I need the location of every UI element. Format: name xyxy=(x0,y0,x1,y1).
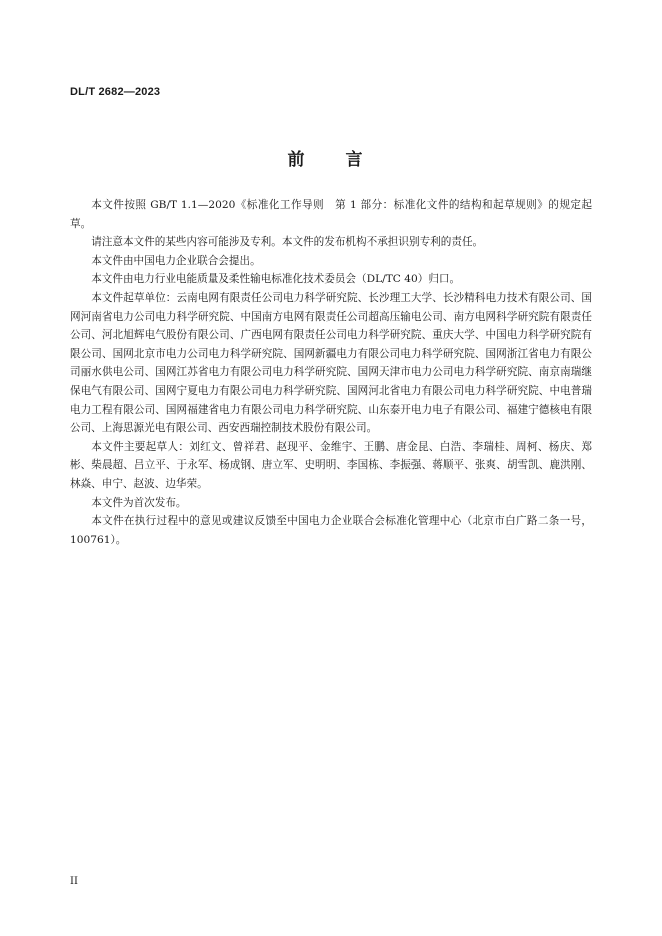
page-title: 前 言 xyxy=(287,150,375,170)
foreword-body xyxy=(70,196,592,549)
paragraph-first-release: 本文件为首次发布。 xyxy=(91,496,187,509)
paragraph-technical-committee: 本文件由电力行业电能质量及柔性输电标准化技术委员会（DL/TC 40）归口。 xyxy=(91,273,461,286)
document-code: DL/T 2682—2023 xyxy=(70,86,161,98)
paragraph-main-drafters: 本文件主要起草人：刘红文、曾祥君、赵现平、金维宇、王鹏、唐金昆、白浩、李瑞桂、周柯、杨庆、郑彬、柴晨超、吕立平、于永军、杨成钢、唐立军、史明明、李国栋、李振强、蒋顺平、张爽、胡雪凯、鹿洪刚、林焱、申宁、赵波、边华荣。 xyxy=(70,440,592,490)
paragraph-patent-notice: 请注意本文件的某些内容可能涉及专利。本文件的发布机构不承担识别专利的责任。 xyxy=(91,236,484,249)
paragraph-feedback: 本文件在执行过程中的意见或建议反馈至中国电力企业联合会标准化管理中心（北京市白广路二条一号，100761）。 xyxy=(70,515,592,546)
paragraph-proposer: 本文件由中国电力企业联合会提出。 xyxy=(91,254,261,267)
page-number: II xyxy=(70,876,78,887)
paragraph-drafting-organizations: 本文件起草单位：云南电网有限责任公司电力科学研究院、长沙理工大学、长沙精科电力技术有限公司、国网河南省电力公司电力科学研究院、中国南方电网有限责任公司超高压输电公司、南方电网科学研究院有限责任公司、河北旭辉电气股份有限公司、广西电网有限责任公司电力科学研究院、重庆大学、中国电力科学研究院有限公司、国网北京市电力公司电力科学研究院、国网新疆电力有限公司电力科学研究院、国网浙江省电力有限公司丽水供电公司、国网江苏省电力有限公司电力科学研究院、国网天津市电力公司电力科学研究院、南京南瑞继保电气有限公司、国网宁夏电力有限公司电力科学研究院、国网河北省电力有限公司电力科学研究院、中电普瑞电力工程有限公司、国网福建省电力有限公司电力科学研究院、山东泰开电力电子有限公司、福建宁德核电有限公司、上海思源光电有限公司、西安西瑞控制技术股份有限公司。 xyxy=(70,291,592,435)
paragraph-drafting-basis: 本文件按照 GB/T 1.1—2020《标准化工作导则 第 1 部分：标准化文件的结构和起草规则》的规定起草。 xyxy=(70,199,592,230)
